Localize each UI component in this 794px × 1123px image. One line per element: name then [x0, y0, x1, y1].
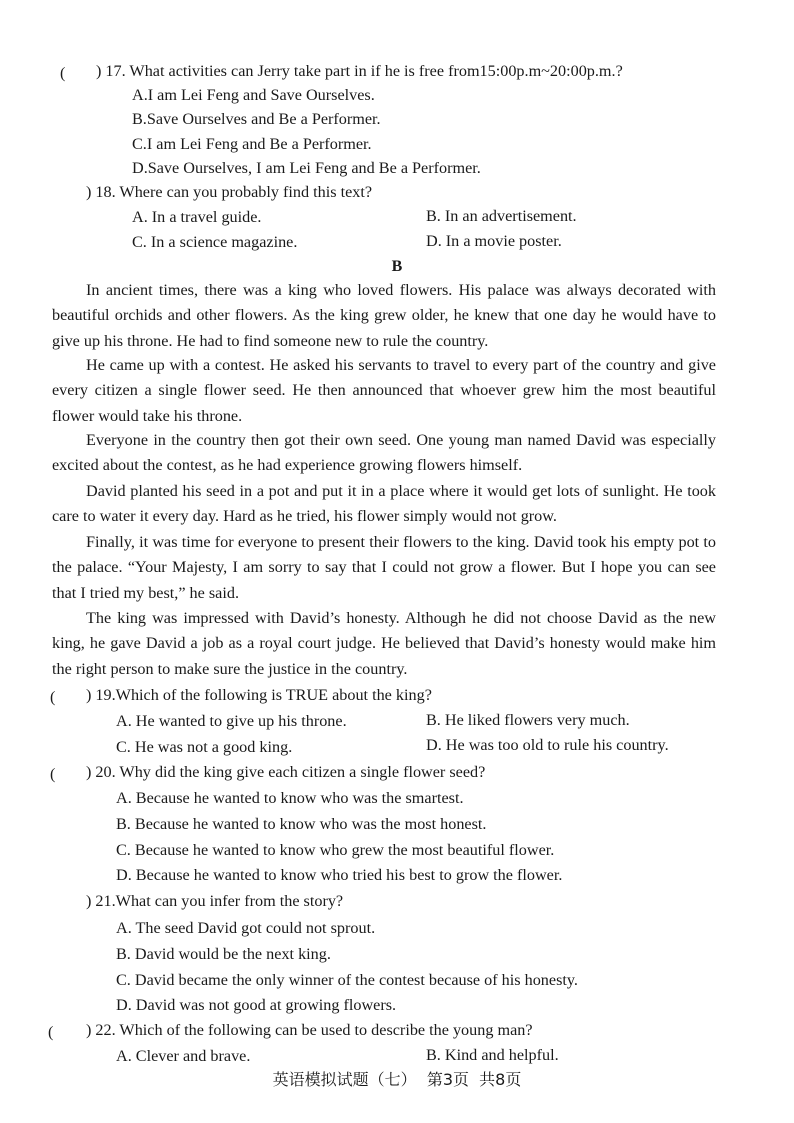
q21-stem: ) 21.What can you infer from the story?	[86, 892, 344, 910]
q18-option-d: D. In a movie poster.	[426, 232, 562, 250]
q19-stem: ) 19.Which of the following is TRUE about the king?	[86, 686, 432, 704]
q20-option-c: C. Because he wanted to know who grew the most beautiful flower.	[116, 841, 555, 859]
q21-option-d: D. David was not good at growing flowers.	[116, 996, 397, 1014]
q22-stem: ) 22. Which of the following can be used to describe the young man?	[86, 1021, 533, 1039]
q22-option-b: B. Kind and helpful.	[426, 1046, 559, 1064]
q18-option-a: A. In a travel guide.	[132, 208, 262, 226]
q19-option-b: B. He liked flowers very much.	[426, 711, 630, 729]
passage-paragraph-6: The king was impressed with David’s honesty. Although he did not choose David as the new king, he gave David a job as a royal court judge. He believed that David’s honesty would make him the right person to make sure the justice in the country.	[52, 609, 716, 678]
q17-option-d: D.Save Ourselves, I am Lei Feng and Be a Performer.	[132, 159, 481, 177]
q20-stem: ) 20. Why did the king give each citizen a single flower seed?	[86, 763, 486, 781]
q22-option-a: A. Clever and brave.	[116, 1047, 251, 1065]
passage-paragraph-2: He came up with a contest. He asked his servants to travel to every part of the country and give every citizen a single flower seed. He then announced that whoever grew him the most beautiful flower would take his throne.	[52, 356, 716, 425]
passage-paragraph-4: David planted his seed in a pot and put it in a place where it would get lots of sunlight. He took care to water it every day. Hard as he tried, his flower simply would not grow.	[52, 482, 716, 526]
q21-option-a: A. The seed David got could not sprout.	[116, 919, 376, 937]
page-footer: 英语模拟试题（七） 第3页 共8页	[272, 1070, 522, 1089]
q21-option-b: B. David would be the next king.	[116, 945, 331, 963]
q18-stem: ) 18. Where can you probably find this text?	[86, 183, 373, 201]
q19-option-c: C. He was not a good king.	[116, 738, 293, 756]
q20-option-b: B. Because he wanted to know who was the most honest.	[116, 815, 487, 833]
q20-option-d: D. Because he wanted to know who tried his best to grow the flower.	[116, 866, 563, 884]
q17-stem: ) 17. What activities can Jerry take part in if he is free from15:00p.m~20:00p.m.?	[96, 62, 623, 80]
q17-option-c: C.I am Lei Feng and Be a Performer.	[132, 135, 372, 153]
q17-option-b: B.Save Ourselves and Be a Performer.	[132, 110, 381, 128]
q17-option-a: A.I am Lei Feng and Save Ourselves.	[132, 86, 375, 104]
q20-open-paren: (	[50, 765, 56, 783]
q22-open-paren: (	[48, 1023, 54, 1041]
q19-option-d: D. He was too old to rule his country.	[426, 736, 669, 754]
passage-paragraph-5: Finally, it was time for everyone to present their flowers to the king. David took his empty pot to the palace. “Your Majesty, I am sorry to say that I could not grow a flower. But I hope you can see that I tried my best,” he said.	[52, 533, 716, 602]
q19-open-paren: (	[50, 688, 56, 706]
q20-option-a: A. Because he wanted to know who was the smartest.	[116, 789, 464, 807]
q19-option-a: A. He wanted to give up his throne.	[116, 712, 347, 730]
section-heading-b: B	[391, 258, 403, 275]
passage-paragraph-1: In ancient times, there was a king who loved flowers. His palace was always decorated with beautiful orchids and other flowers. As the king grew older, he knew that one day he would have to give up his throne. He had to find someone new to rule the country.	[52, 281, 716, 350]
q18-option-c: C. In a science magazine.	[132, 233, 298, 251]
q17-open-paren: (	[60, 64, 66, 82]
q18-option-b: B. In an advertisement.	[426, 207, 577, 225]
q21-option-c: C. David became the only winner of the contest because of his honesty.	[116, 971, 578, 989]
passage-paragraph-3: Everyone in the country then got their own seed. One young man named David was especially excited about the contest, as he had experience growing flowers himself.	[52, 431, 716, 475]
